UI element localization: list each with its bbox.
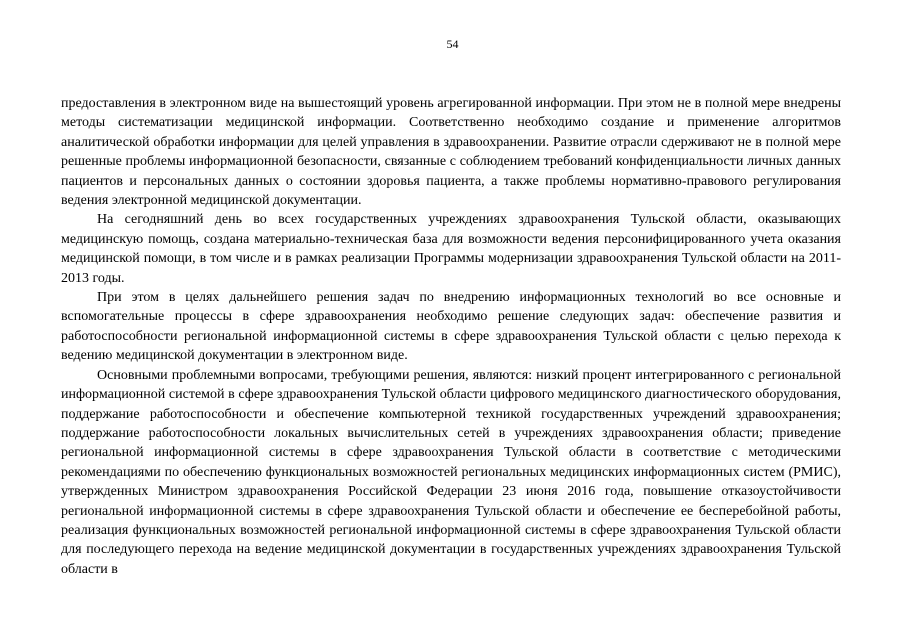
document-body xyxy=(61,94,841,579)
paragraph-3: При этом в целях дальнейшего решения задач по внедрению информационных технологий во все основные и вспомогательные процессы в сфере здравоохранения необходимо решение следующих задач: обеспечение развития и работоспособности региональной информационной системы в сфере здравоохранения Тульской области с целью перехода к ведению медицинской документации в электронном виде. xyxy=(61,290,841,364)
paragraph-4: Основными проблемными вопросами, требующими решения, являются: низкий процент интегрированного с региональной информационной системой в сфере здравоохранения Тульской области цифрового медицинского диагностического оборудования, поддержание работоспособности и обеспечение компьютерной техникой государственных учреждений здравоохранения; поддержание работоспособности локальных вычислительных сетей в учреждениях здравоохранения области; приведение региональной информационной системы в сфере здравоохранения Тульской области в соответствие с методическими рекомендациями по обеспечению функциональных возможностей региональных медицинских информационных систем (РМИС), утвержденных Министром здравоохранения Российской Федерации 23 июня 2016 года, повышение отказоустойчивости региональной информационной системы в сфере здравоохранения Тульской области и обеспечение ее бесперебойной работы, реализация функциональных возможностей региональной информационной системы в сфере здравоохранения Тульской области для последующего перехода на ведение медицинской документации в государственных учреждениях здравоохранения Тульской области в xyxy=(61,367,841,577)
paragraph-1: предоставления в электронном виде на вышестоящий уровень агрегированной информации. При этом не в полной мере внедрены методы систематизации медицинской информации. Соответственно необходимо создание и применение алгоритмов аналитической обработки информации для целей управления в здравоохранении. Развитие отрасли сдерживают не в полной мере решенные проблемы информационной безопасности, связанные с соблюдением требований конфиденциальности личных данных пациентов и персональных данных о состоянии здоровья пациента, а также проблемы нормативно-правового регулирования ведения электронной медицинской документации. xyxy=(61,96,841,209)
page-number: 54 xyxy=(446,37,459,51)
paragraph-2: На сегодняшний день во всех государственных учреждениях здравоохранения Тульской области, оказывающих медицинскую помощь, создана материально-техническая база для возможности ведения персонифицированного учета оказания медицинской помощи, в том числе и в рамках реализации Программы модернизации здравоохранения Тульской области на 2011-2013 годы. xyxy=(61,212,841,286)
